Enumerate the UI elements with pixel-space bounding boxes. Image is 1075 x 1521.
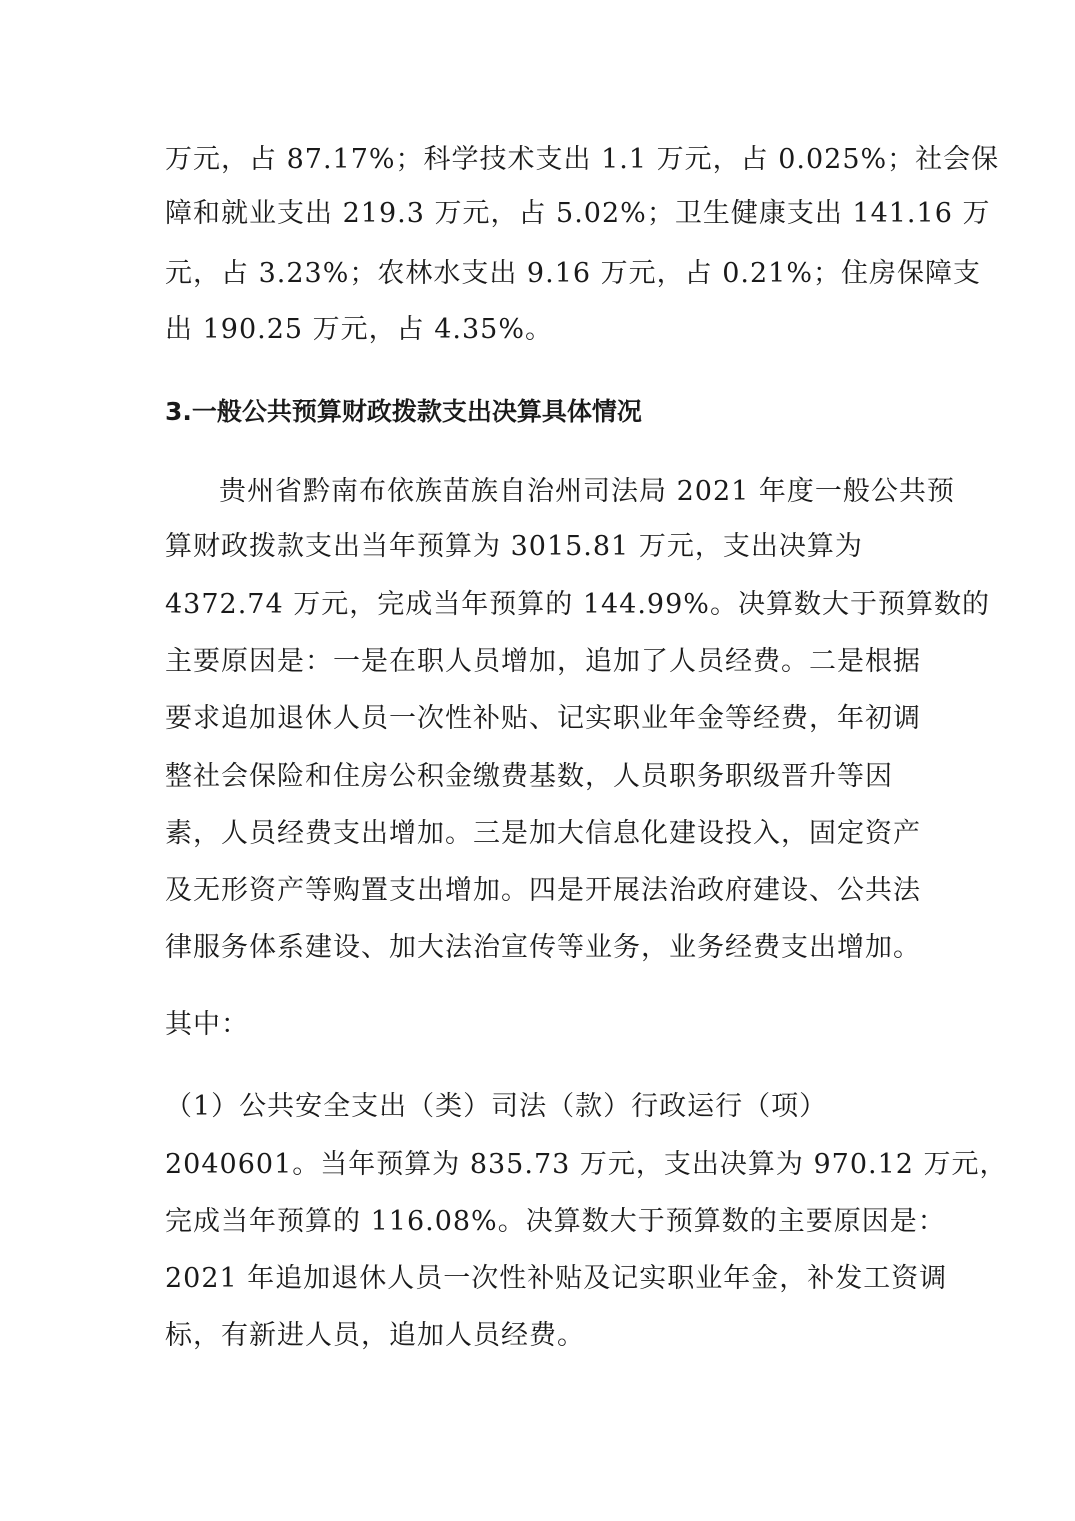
para2-line-5: 要求追加退休人员一次性补贴、记实职业年金等经费，年初调: [165, 703, 921, 734]
item1-line-5: 标，有新进人员，追加人员经费。: [165, 1320, 585, 1351]
para1-line-1: 万元，占 87.17%；科学技术支出 1.1 万元，占 0.025%；社会保: [165, 144, 1000, 175]
para2-line-7: 素，人员经费支出增加。三是加大信息化建设投入，固定资产: [165, 818, 921, 849]
among-label: 其中：: [165, 1009, 249, 1040]
para2-line-4: 主要原因是：一是在职人员增加，追加了人员经费。二是根据: [165, 646, 921, 677]
para2-line-1: 贵州省黔南布依族苗族自治州司法局 2021 年度一般公共预: [219, 476, 955, 507]
para1-line-3: 元，占 3.23%；农林水支出 9.16 万元，占 0.21%；住房保障支: [165, 258, 981, 289]
para2-line-2: 算财政拨款支出当年预算为 3015.81 万元，支出决算为: [165, 531, 863, 562]
para2-line-3: 4372.74 万元，完成当年预算的 144.99%。决算数大于预算数的: [165, 589, 990, 620]
para1-line-2: 障和就业支出 219.3 万元，占 5.02%；卫生健康支出 141.16 万: [165, 198, 991, 229]
para2-line-8: 及无形资产等购置支出增加。四是开展法治政府建设、公共法: [165, 875, 921, 906]
item1-line-3: 完成当年预算的 116.08%。决算数大于预算数的主要原因是：: [165, 1206, 946, 1237]
item1-line-2: 2040601。当年预算为 835.73 万元，支出决算为 970.12 万元，: [165, 1149, 1008, 1180]
para1-line-4: 出 190.25 万元，占 4.35%。: [165, 314, 553, 345]
section-heading: 3.一般公共预算财政拨款支出决算具体情况: [165, 397, 642, 426]
para2-line-6: 整社会保险和住房公积金缴费基数，人员职务职级晋升等因: [165, 761, 893, 792]
item1-line-1: （1）公共安全支出（类）司法（款）行政运行（项）: [165, 1091, 828, 1122]
para2-line-9: 律服务体系建设、加大法治宣传等业务，业务经费支出增加。: [165, 932, 921, 963]
item1-line-4: 2021 年追加退休人员一次性补贴及记实职业年金，补发工资调: [165, 1263, 948, 1294]
